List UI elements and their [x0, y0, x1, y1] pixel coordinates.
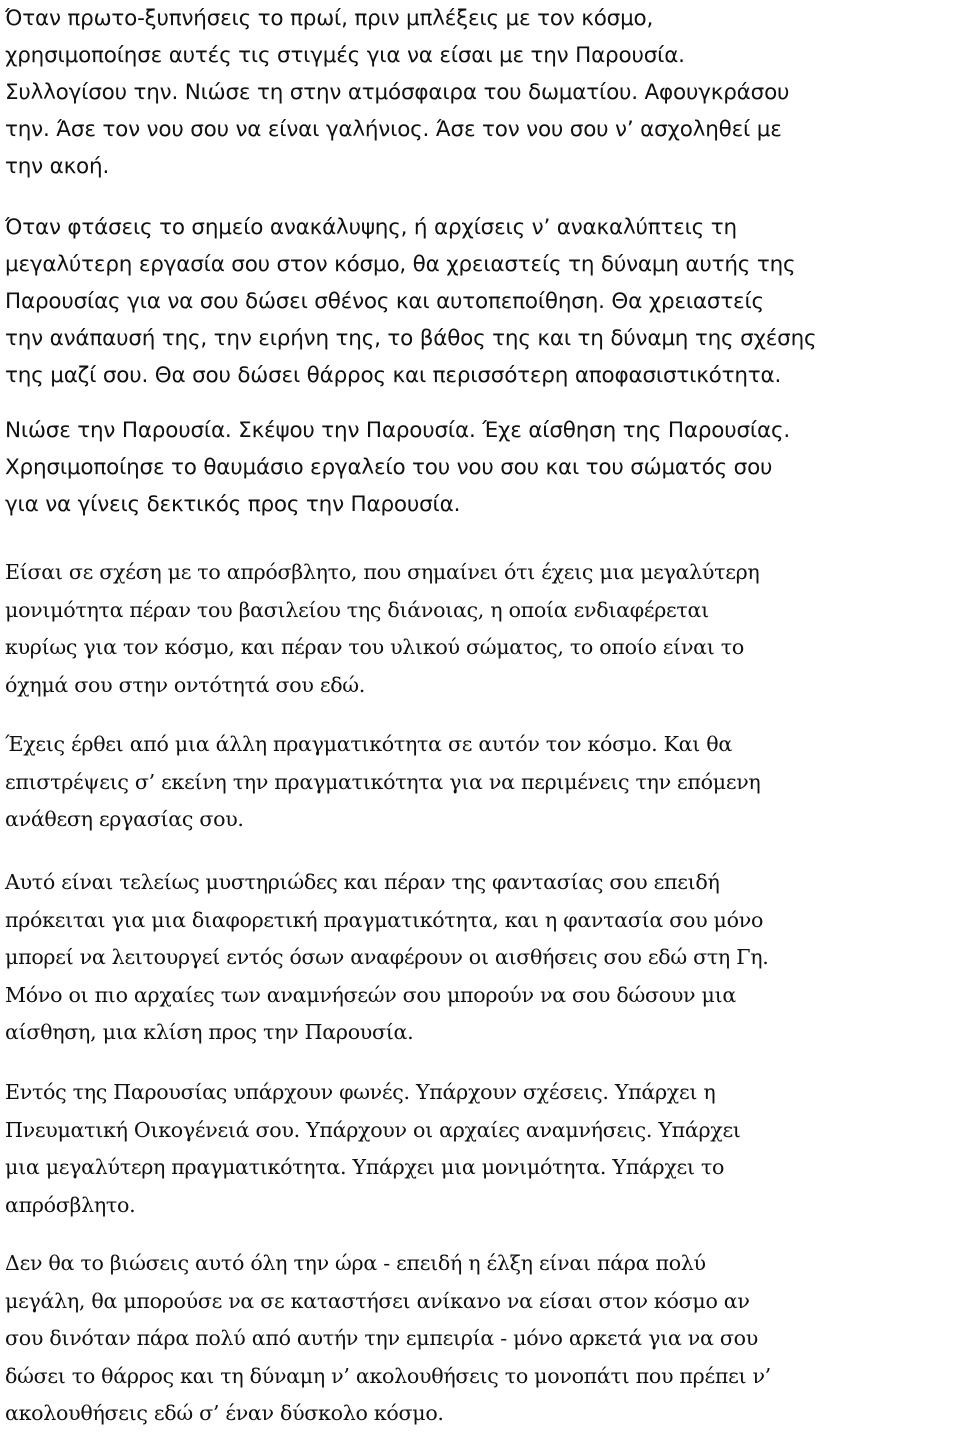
text-line: Είσαι σε σχέση με το απρόσβλητο, που σημαίνει ότι έχεις μια μεγαλύτερη [5, 560, 760, 584]
text-line: της μαζί σου. Θα σου δώσει θάρρος και περισσότερη αποφασιστικότητα. [5, 363, 782, 388]
text-line: Μόνο οι πιο αρχαίες των αναμνήσεών σου μπορούν να σου δώσουν μια [5, 982, 736, 1007]
text-line: απρόσβλητο. [5, 1192, 136, 1217]
text-line: ακολουθήσεις εδώ σ’ έναν δύσκολο κόσμο. [5, 1401, 444, 1425]
text-line: μεγαλύτερη εργασία σου στον κόσμο, θα χρειαστείς τη δύναμη αυτής της [5, 252, 796, 277]
paragraph-6 [5, 864, 769, 1052]
text-line: την ανάπαυσή της, την ειρήνη της, το βάθος της και τη δύναμη της σχέσης [5, 326, 817, 351]
text-line: μεγάλη, θα μπορούσε να σε καταστήσει ανίκανο να είσαι στον κόσμο αν [5, 1288, 750, 1313]
paragraph-8 [5, 1245, 771, 1433]
paragraph-7 [5, 1074, 741, 1224]
text-line: δώσει το θάρρος και τη δύναμη ν’ ακολουθήσεις το μονοπάτι που πρέπει ν’ [5, 1363, 771, 1388]
text-line: Όταν φτάσεις το σημείο ανακάλυψης, ή αρχίσεις ν’ ανακαλύπτεις τη [5, 215, 737, 240]
paragraph-4 [5, 554, 759, 704]
text-line: Χρησιμοποίησε το θαυμάσιο εργαλείο του νου σου και του σώματός σου [5, 455, 773, 480]
text-line: Δεν θα το βιώσεις αυτό όλη την ώρα - επειδή η έλξη είναι πάρα πολύ [5, 1251, 706, 1275]
text-line: Πνευματική Οικογένειά σου. Υπάρχουν οι αρχαίες αναμνήσεις. Υπάρχει [5, 1117, 741, 1142]
text-line: για να γίνεις δεκτικός προς την Παρουσία. [5, 492, 461, 517]
text-line: Παρουσίας για να σου δώσει σθένος και αυτοπεποίθηση. Θα χρειαστείς [5, 289, 764, 314]
text-line: μπορεί να λειτουργεί εντός όσων αναφέρουν οι αισθήσεις σου εδώ στη Γη. [5, 945, 769, 969]
paragraph-1 [5, 0, 789, 185]
paragraph-2 [5, 209, 816, 394]
text-line: Εντός της Παρουσίας υπάρχουν φωνές. Υπάρχουν σχέσεις. Υπάρχει η [5, 1080, 716, 1104]
text-line: μονιμότητα πέραν του βασιλείου της διάνοιας, η οποία ενδιαφέρεται [5, 597, 709, 622]
text-line: αίσθηση, μια κλίση προς την Παρουσία. [5, 1020, 414, 1044]
text-line: Αυτό είναι τελείως μυστηριώδες και πέραν της φαντασίας σου επειδή [5, 870, 720, 894]
text-line: Όταν πρωτο-ξυπνήσεις το πρωί, πριν μπλέξεις με τον κόσμο, [5, 6, 654, 31]
text-line: κυρίως για τον κόσμο, και πέραν του υλικού σώματος, το οποίο είναι το [5, 635, 744, 659]
text-line: την. Άσε τον νου σου να είναι γαλήνιος. Άσε τον νου σου ν’ ασχοληθεί με [5, 117, 782, 142]
text-line: την ακοή. [5, 154, 110, 179]
paragraph-3 [5, 412, 790, 523]
text-line: Συλλογίσου την. Νιώσε τη στην ατμόσφαιρα του δωματίου. Αφουγκράσου [5, 80, 790, 105]
paragraph-5 [5, 726, 760, 839]
text-line: χρησιμοποίησε αυτές τις στιγμές για να είσαι με την Παρουσία. [5, 43, 685, 68]
text-line: ανάθεση εργασίας σου. [5, 807, 244, 831]
text-line: πρόκειται για μια διαφορετική πραγματικότητα, και η φαντασία σου μόνο [5, 907, 764, 932]
text-line: Νιώσε την Παρουσία. Σκέψου την Παρουσία. Έχε αίσθηση της Παρουσίας. [5, 418, 790, 443]
text-line: όχημά σου στην οντότητά σου εδώ. [5, 672, 366, 697]
text-line: επιστρέψεις σ’ εκείνη την πραγματικότητα για να περιμένεις την επόμενη [5, 769, 761, 794]
text-line: Έχεις έρθει από μια άλλη πραγματικότητα σε αυτόν τον κόσμο. Και θα [5, 732, 732, 756]
text-line: μια μεγαλύτερη πραγματικότητα. Υπάρχει μια μονιμότητα. Υπάρχει το [5, 1155, 725, 1179]
text-line: σου δινόταν πάρα πολύ από αυτήν την εμπειρία - μόνο αρκετά για να σου [5, 1326, 758, 1350]
